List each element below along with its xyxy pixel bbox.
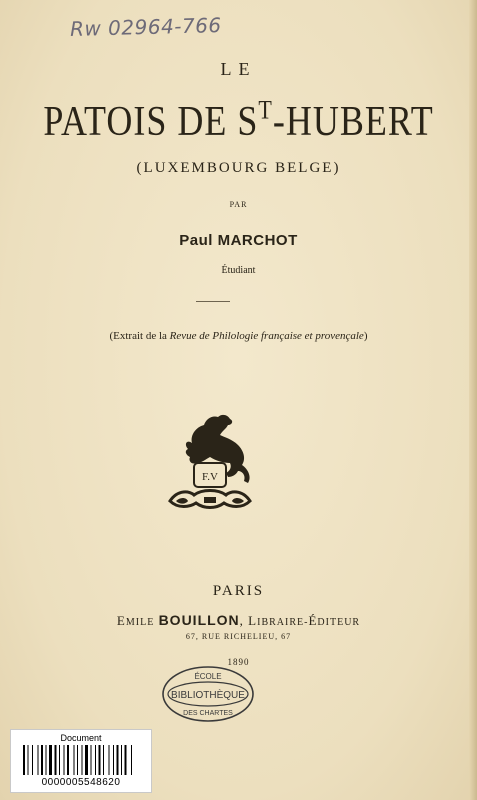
barcode-bar — [67, 745, 69, 775]
main-title-part1: PATOIS DE S — [43, 97, 259, 145]
barcode-bar — [38, 745, 39, 775]
extract-suffix: ) — [363, 330, 368, 342]
document-barcode-label — [10, 729, 152, 793]
barcode-bar — [113, 745, 114, 775]
role-initial-l: L — [248, 613, 258, 628]
barcode-bar — [55, 745, 57, 775]
barcode-number: 0000005548620 — [41, 777, 121, 788]
barcode-bar — [99, 745, 101, 775]
publisher-firstname-smallcaps: MILE — [125, 617, 155, 628]
barcode-bar — [91, 745, 92, 775]
barcode-bar — [85, 745, 88, 775]
publisher-initial: E — [116, 613, 126, 628]
extract-note — [0, 330, 477, 342]
title-article: LE — [220, 59, 257, 79]
par-label: PAR — [229, 200, 248, 209]
barcode-bar — [41, 745, 43, 775]
imprint-city: PARIS — [212, 583, 265, 599]
publisher-emblem — [162, 405, 258, 517]
emblem-monogram: F.V — [202, 471, 218, 483]
stamp-line-3: DES CHARTES — [183, 710, 233, 717]
journal-title: Revue de Philologie française et provençale — [169, 330, 364, 342]
barcode-bar — [64, 745, 65, 775]
barcode-bar — [82, 745, 83, 775]
main-title-superscript: T — [258, 95, 273, 125]
barcode-bar — [125, 745, 127, 775]
region-subtitle: (LUXEMBOURG BELGE) — [136, 160, 341, 176]
barcode-bar — [59, 745, 60, 775]
barcode-bar — [28, 745, 29, 775]
extract-prefix: (Extrait de la — [109, 330, 170, 342]
main-title — [0, 95, 477, 146]
barcode-bar — [117, 745, 119, 775]
barcode-bar — [95, 745, 96, 775]
library-stamp — [160, 664, 256, 724]
barcode-bar — [131, 745, 132, 775]
barcode-bar — [109, 745, 110, 775]
imprint-publisher: EMILE BOUILLON, LIBRAIRE-ÉDITEUR — [116, 612, 361, 628]
main-title-part2: -HUBERT — [272, 97, 434, 145]
barcode-bars — [23, 745, 139, 775]
stamp-line-2: BIBLIOTHÈQUE — [171, 690, 245, 701]
publisher-surname: BOUILLON — [158, 612, 240, 628]
role-initial-e: É — [308, 613, 318, 628]
barcode-bar — [77, 745, 78, 775]
handwritten-shelfmark: Rw 02964-766 — [69, 13, 222, 41]
imprint-year: 1890 — [227, 657, 250, 667]
barcode-bar — [23, 745, 25, 775]
barcode-bar — [32, 745, 33, 775]
barcode-title: Document — [60, 733, 102, 743]
stamp-line-1: ÉCOLE — [194, 672, 222, 681]
scroll-ornament — [176, 497, 244, 504]
author-role: Étudiant — [221, 265, 256, 276]
author-name: Paul MARCHOT — [179, 232, 298, 249]
barcode-bar — [121, 745, 122, 775]
role-smallcaps-1: IBRAIRE- — [257, 617, 309, 628]
barcode-bar — [46, 745, 47, 775]
role-smallcaps-2: DITEUR — [317, 617, 361, 628]
separator-rule — [196, 301, 230, 302]
barcode-bar — [49, 745, 52, 775]
barcode-bar — [103, 745, 104, 775]
imprint-address: 67, RUE RICHELIEU, 67 — [185, 632, 292, 641]
barcode-bar — [74, 745, 75, 775]
